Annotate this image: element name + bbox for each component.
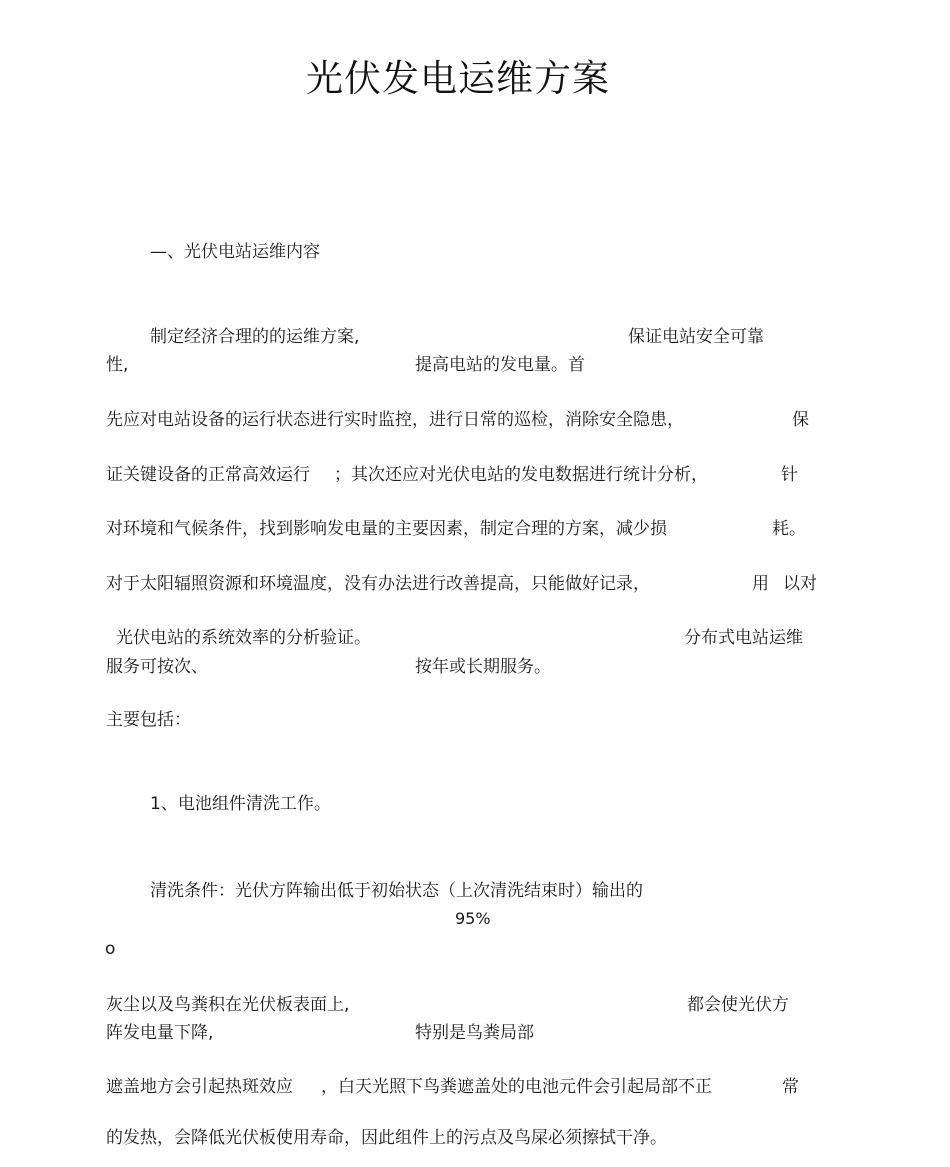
paragraph1-line6-a: 对于太阳辐照资源和环境温度，没有办法进行改善提高，只能做好记录， (106, 574, 650, 594)
paragraph2-line2-b: 特别是鸟粪局部 (415, 1023, 534, 1043)
paragraph1-line1-b: 保证电站安全可靠 (628, 327, 764, 347)
document-title: 光伏发电运维方案 (306, 57, 610, 100)
paragraph1-line6-b: 用 (752, 574, 769, 594)
paragraph1-line2-a: 性, (106, 355, 129, 375)
paragraph1-line3-a: 先应对电站设备的运行状态进行实时监控，进行日常的巡检，消除安全隐患， (106, 410, 684, 430)
paragraph1-line4-c: 针 (781, 465, 798, 485)
paragraph1-line3-b: 保 (792, 410, 809, 430)
paragraph1-line6-c: 以对 (783, 574, 817, 594)
paragraph2-line4: 的发热，会降低光伏板使用寿命，因此组件上的污点及鸟屎必须擦拭干净。 (106, 1128, 667, 1148)
paragraph2-line1-b: 都会使光伏方 (687, 995, 789, 1015)
item1-heading: 1、电池组件清洗工作。 (150, 794, 331, 814)
paragraph2-line1-a: 灰尘以及鸟粪积在光伏板表面上, (106, 995, 350, 1015)
paragraph2-line3-c: 常 (782, 1077, 799, 1097)
includes-label: 主要包括： (106, 710, 191, 730)
paragraph1-line7-a: 光伏电站的系统效率的分析验证。 (116, 628, 371, 648)
cleaning-percent: 95% (455, 909, 491, 928)
paragraph1-line7-b: 分布式电站运维 (684, 628, 803, 648)
paragraph1-line2-b: 提高电站的发电量。首 (415, 355, 585, 375)
paragraph1-line4-b: ；其次还应对光伏电站的发电数据进行统计分析， (334, 465, 708, 485)
paragraph1-line5-a: 对环境和气候条件，找到影响发电量的主要因素，制定合理的方案，减少损 (106, 519, 667, 539)
paragraph2-line3-a: 遮盖地方会引起热斑效应 (106, 1077, 293, 1097)
cleaning-condition-line: 清洗条件：光伏方阵输出低于初始状态（上次清洗结束时）输出的 (150, 881, 643, 901)
paragraph1-line4-a: 证关键设备的正常高效运行 (106, 465, 310, 485)
section-heading: —、光伏电站运维内容 (150, 242, 320, 262)
paragraph1-line8-b: 按年或长期服务。 (415, 657, 551, 677)
paragraph1-line5-b: 耗。 (772, 519, 806, 539)
cleaning-period: o (105, 939, 116, 959)
paragraph1-line8-a: 服务可按次、 (106, 657, 208, 677)
paragraph2-line3-b: ，白天光照下鸟粪遮盖处的电池元件会引起局部不正 (321, 1077, 712, 1097)
paragraph2-line2-a: 阵发电量下降, (106, 1023, 214, 1043)
paragraph1-line1-a: 制定经济合理的的运维方案, (150, 327, 360, 347)
